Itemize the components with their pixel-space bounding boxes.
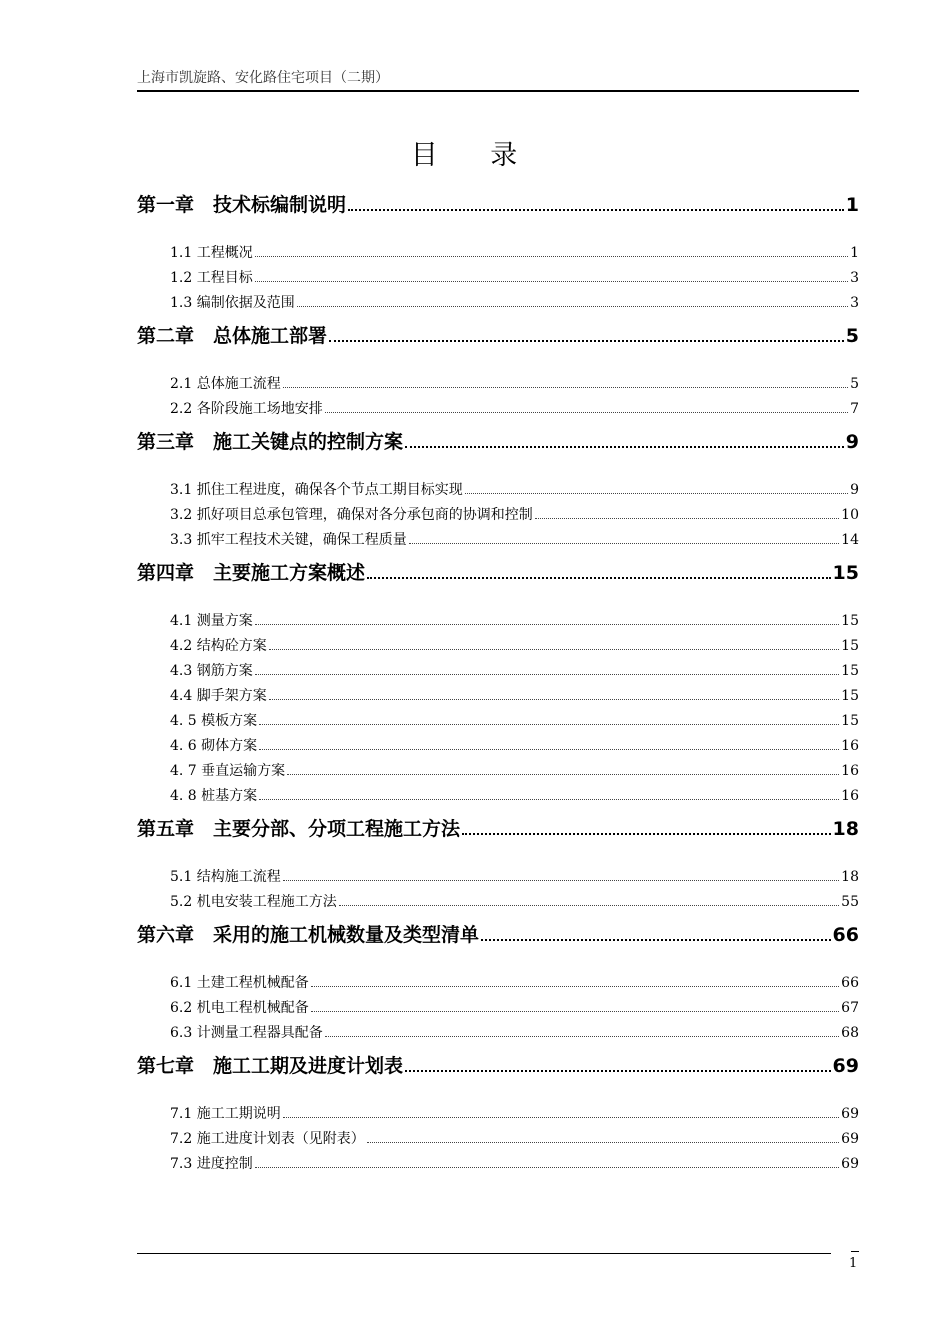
section-page-number: 3 bbox=[850, 270, 859, 286]
toc-section-entry[interactable] bbox=[170, 504, 859, 529]
section-title: 6.3 计测量工程器具配备 bbox=[170, 1025, 323, 1041]
section-page-number: 15 bbox=[841, 688, 859, 704]
dot-leader bbox=[283, 387, 848, 388]
dot-leader bbox=[259, 799, 839, 800]
section-page-number: 18 bbox=[841, 869, 859, 885]
section-title: 1.3 编制依据及范围 bbox=[170, 295, 295, 311]
toc-chapter-entry[interactable] bbox=[137, 558, 859, 598]
toc-section-entry[interactable] bbox=[170, 529, 859, 554]
section-title: 4. 7 垂直运输方案 bbox=[170, 763, 286, 779]
footer-rule bbox=[137, 1253, 831, 1254]
toc-section-entry[interactable] bbox=[170, 685, 859, 710]
dot-leader bbox=[255, 1167, 839, 1168]
section-title: 4.2 结构砼方案 bbox=[170, 638, 267, 654]
toc-section-entry[interactable] bbox=[170, 1103, 859, 1128]
dot-leader bbox=[287, 774, 839, 775]
toc-chapter-entry[interactable] bbox=[137, 427, 859, 467]
toc-chapter-entry[interactable] bbox=[137, 920, 859, 960]
toc-section-entry[interactable] bbox=[170, 292, 859, 317]
section-page-number: 16 bbox=[841, 763, 859, 779]
section-page-number: 69 bbox=[841, 1156, 859, 1172]
chapter-page-number: 15 bbox=[832, 562, 859, 584]
toc-section-entry[interactable] bbox=[170, 735, 859, 760]
dot-leader bbox=[255, 674, 839, 675]
dot-leader bbox=[283, 1117, 839, 1118]
toc-section-entry[interactable] bbox=[170, 760, 859, 785]
page-number: 1 bbox=[849, 1256, 858, 1271]
dot-leader bbox=[311, 1011, 839, 1012]
dot-leader bbox=[481, 939, 831, 941]
chapter-page-number: 1 bbox=[845, 194, 859, 216]
table-of-contents bbox=[137, 190, 859, 1182]
toc-section-entry[interactable] bbox=[170, 242, 859, 267]
section-page-number: 16 bbox=[841, 738, 859, 754]
chapter-title: 第七章 施工工期及进度计划表 bbox=[137, 1055, 404, 1077]
toc-section-entry[interactable] bbox=[170, 710, 859, 735]
dot-leader bbox=[269, 699, 839, 700]
section-title: 4.4 脚手架方案 bbox=[170, 688, 267, 704]
section-page-number: 68 bbox=[841, 1025, 859, 1041]
section-page-number: 3 bbox=[850, 295, 859, 311]
dot-leader bbox=[325, 412, 848, 413]
section-title: 7.1 施工工期说明 bbox=[170, 1106, 281, 1122]
chapter-title: 第三章 施工关键点的控制方案 bbox=[137, 431, 404, 453]
section-page-number: 9 bbox=[850, 482, 859, 498]
dot-leader bbox=[255, 281, 848, 282]
toc-section-entry[interactable] bbox=[170, 997, 859, 1022]
dot-leader bbox=[339, 905, 839, 906]
chapter-page-number: 66 bbox=[832, 924, 859, 946]
section-title: 3.2 抓好项目总承包管理，确保对各分承包商的协调和控制 bbox=[170, 507, 533, 523]
section-page-number: 69 bbox=[841, 1131, 859, 1147]
section-title: 3.3 抓牢工程技术关键，确保工程质量 bbox=[170, 532, 407, 548]
toc-section-entry[interactable] bbox=[170, 635, 859, 660]
toc-section-entry[interactable] bbox=[170, 398, 859, 423]
dot-leader bbox=[348, 209, 844, 211]
dot-leader bbox=[462, 833, 831, 835]
section-title: 5.2 机电安装工程施工方法 bbox=[170, 894, 337, 910]
toc-section-entry[interactable] bbox=[170, 866, 859, 891]
page-header bbox=[137, 66, 859, 92]
section-title: 2.1 总体施工流程 bbox=[170, 376, 281, 392]
dot-leader bbox=[255, 624, 839, 625]
toc-section-entry[interactable] bbox=[170, 373, 859, 398]
section-title: 4.3 钢筋方案 bbox=[170, 663, 253, 679]
section-title: 4. 6 砌体方案 bbox=[170, 738, 258, 754]
section-title: 4. 5 模板方案 bbox=[170, 713, 258, 729]
chapter-title: 第一章 技术标编制说明 bbox=[137, 194, 347, 216]
section-page-number: 7 bbox=[850, 401, 859, 417]
chapter-title: 第四章 主要施工方案概述 bbox=[137, 562, 366, 584]
chapter-page-number: 18 bbox=[832, 818, 859, 840]
toc-chapter-entry[interactable] bbox=[137, 1051, 859, 1091]
section-page-number: 15 bbox=[841, 638, 859, 654]
toc-chapter-entry[interactable] bbox=[137, 321, 859, 361]
section-page-number: 16 bbox=[841, 788, 859, 804]
dot-leader bbox=[409, 543, 839, 544]
dot-leader bbox=[367, 577, 831, 579]
toc-chapter-entry[interactable] bbox=[137, 814, 859, 854]
toc-chapter-entry[interactable] bbox=[137, 190, 859, 230]
dot-leader bbox=[297, 306, 848, 307]
dot-leader bbox=[405, 446, 844, 448]
section-title: 2.2 各阶段施工场地安排 bbox=[170, 401, 323, 417]
dot-leader bbox=[311, 986, 839, 987]
section-page-number: 69 bbox=[841, 1106, 859, 1122]
toc-section-entry[interactable] bbox=[170, 972, 859, 997]
toc-section-entry[interactable] bbox=[170, 1128, 859, 1153]
section-page-number: 66 bbox=[841, 975, 859, 991]
dot-leader bbox=[329, 340, 844, 342]
section-page-number: 14 bbox=[841, 532, 859, 548]
toc-section-entry[interactable] bbox=[170, 785, 859, 810]
section-page-number: 55 bbox=[841, 894, 859, 910]
dot-leader bbox=[283, 880, 839, 881]
section-title: 1.2 工程目标 bbox=[170, 270, 253, 286]
section-title: 1.1 工程概况 bbox=[170, 245, 253, 261]
chapter-page-number: 69 bbox=[832, 1055, 859, 1077]
dot-leader bbox=[535, 518, 839, 519]
section-title: 3.1 抓住工程进度，确保各个节点工期目标实现 bbox=[170, 482, 463, 498]
section-page-number: 15 bbox=[841, 613, 859, 629]
page-number-mark bbox=[851, 1251, 859, 1252]
chapter-title: 第六章 采用的施工机械数量及类型清单 bbox=[137, 924, 480, 946]
dot-leader bbox=[465, 493, 848, 494]
toc-section-entry[interactable] bbox=[170, 479, 859, 504]
chapter-title: 第二章 总体施工部署 bbox=[137, 325, 328, 347]
chapter-page-number: 5 bbox=[845, 325, 859, 347]
dot-leader bbox=[405, 1070, 831, 1072]
chapter-title: 第五章 主要分部、分项工程施工方法 bbox=[137, 818, 461, 840]
section-title: 4. 8 桩基方案 bbox=[170, 788, 258, 804]
section-page-number: 10 bbox=[841, 507, 859, 523]
chapter-page-number: 9 bbox=[845, 431, 859, 453]
section-page-number: 5 bbox=[850, 376, 859, 392]
dot-leader bbox=[255, 256, 848, 257]
toc-section-entry[interactable] bbox=[170, 1153, 859, 1178]
dot-leader bbox=[259, 749, 839, 750]
section-page-number: 1 bbox=[850, 245, 859, 261]
section-page-number: 15 bbox=[841, 663, 859, 679]
section-title: 4.1 测量方案 bbox=[170, 613, 253, 629]
toc-section-entry[interactable] bbox=[170, 610, 859, 635]
toc-section-entry[interactable] bbox=[170, 267, 859, 292]
toc-section-entry[interactable] bbox=[170, 891, 859, 916]
toc-section-entry[interactable] bbox=[170, 1022, 859, 1047]
dot-leader bbox=[259, 724, 839, 725]
toc-section-entry[interactable] bbox=[170, 660, 859, 685]
dot-leader bbox=[367, 1142, 839, 1143]
dot-leader bbox=[269, 649, 839, 650]
section-title: 5.1 结构施工流程 bbox=[170, 869, 281, 885]
header-project-title: 上海市凯旋路、安化路住宅项目（二期） bbox=[137, 70, 389, 86]
section-title: 7.2 施工进度计划表（见附表） bbox=[170, 1131, 365, 1147]
section-title: 7.3 进度控制 bbox=[170, 1156, 253, 1172]
page-title: 目 录 bbox=[410, 140, 540, 171]
section-page-number: 67 bbox=[841, 1000, 859, 1016]
section-title: 6.1 土建工程机械配备 bbox=[170, 975, 309, 991]
dot-leader bbox=[325, 1036, 839, 1037]
section-page-number: 15 bbox=[841, 713, 859, 729]
section-title: 6.2 机电工程机械配备 bbox=[170, 1000, 309, 1016]
